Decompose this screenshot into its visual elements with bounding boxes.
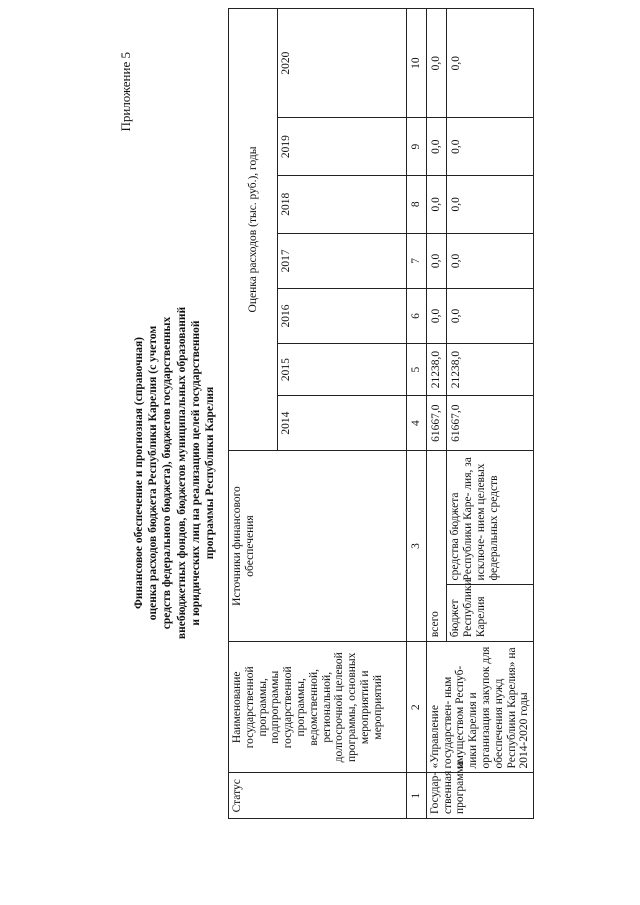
budget-value: 21238,0 (447, 343, 534, 396)
column-number: 3 (407, 450, 427, 641)
column-number: 5 (407, 343, 427, 396)
budget-value: 0,0 (447, 118, 534, 176)
header-sources: Источники финансового обеспечения (229, 450, 407, 641)
header-name: Наименование государственной программы, подпрограммы государственной программы, ведомственной, региональной, долгосрочной целевой программы, основных мероприятий и мероприятий (229, 642, 407, 773)
column-number: 6 (407, 289, 427, 344)
header-year: 2015 (278, 343, 407, 396)
title-line: оценка расходов бюджета Республики Карелия (с учетом (147, 325, 160, 621)
column-number: 4 (407, 396, 427, 451)
column-number: 1 (407, 773, 427, 819)
header-year: 2020 (278, 9, 407, 118)
total-value: 0,0 (426, 118, 446, 176)
appendix-label: Приложение 5 (118, 52, 133, 132)
header-year: 2019 (278, 118, 407, 176)
finance-table (228, 8, 534, 819)
title-line: Финансовое обеспечение и прогнозная (справочная) (133, 336, 145, 610)
budget-value: 61667,0 (447, 396, 534, 451)
row-total-label: всего (426, 450, 446, 641)
budget-value: 0,0 (447, 175, 534, 233)
column-number: 7 (407, 233, 427, 289)
title-line: и юридических лиц на реализацию целей государственной (189, 320, 202, 626)
budget-value: 0,0 (447, 289, 534, 344)
title-line: внебюджетных фондов, бюджетов муниципальных образований (175, 306, 188, 640)
total-value: 0,0 (426, 289, 446, 344)
total-value: 0,0 (426, 175, 446, 233)
document-title (132, 273, 217, 673)
total-value: 0,0 (426, 233, 446, 289)
title-line: средств федерального бюджета), бюджетов государственных (161, 316, 174, 630)
header-row (229, 9, 278, 819)
column-number: 10 (407, 9, 427, 118)
column-number-row (407, 9, 427, 819)
header-year: 2017 (278, 233, 407, 289)
title-line: программы Республики Карелия (204, 386, 217, 560)
budget-value: 0,0 (447, 233, 534, 289)
header-year: 2014 (278, 396, 407, 451)
total-value: 21238,0 (426, 343, 446, 396)
column-number: 9 (407, 118, 427, 176)
header-year: 2018 (278, 175, 407, 233)
header-status: Статус (229, 773, 407, 819)
table-row (426, 9, 446, 819)
header-year: 2016 (278, 289, 407, 344)
column-number: 2 (407, 642, 427, 773)
budget-value: 0,0 (447, 9, 534, 118)
column-number: 8 (407, 175, 427, 233)
total-value: 61667,0 (426, 396, 446, 451)
total-value: 0,0 (426, 9, 446, 118)
row-program-name: «Управление государствен- ным имуществом Респуб- лики Карелия и организация закупок для обеспечения нужд Республики Карелия» на 2014-2020 годы (426, 642, 533, 773)
row-budget-sub-label: средства бюджета Республики Каре- лия, за исключе- нием целевых федеральных средств (447, 450, 534, 585)
row-status: Государ- ственная программа (426, 773, 533, 819)
row-budget-label: бюджет Республики Карелия (447, 585, 534, 642)
header-estimate: Оценка расходов (тыс. руб.), годы (229, 9, 278, 451)
